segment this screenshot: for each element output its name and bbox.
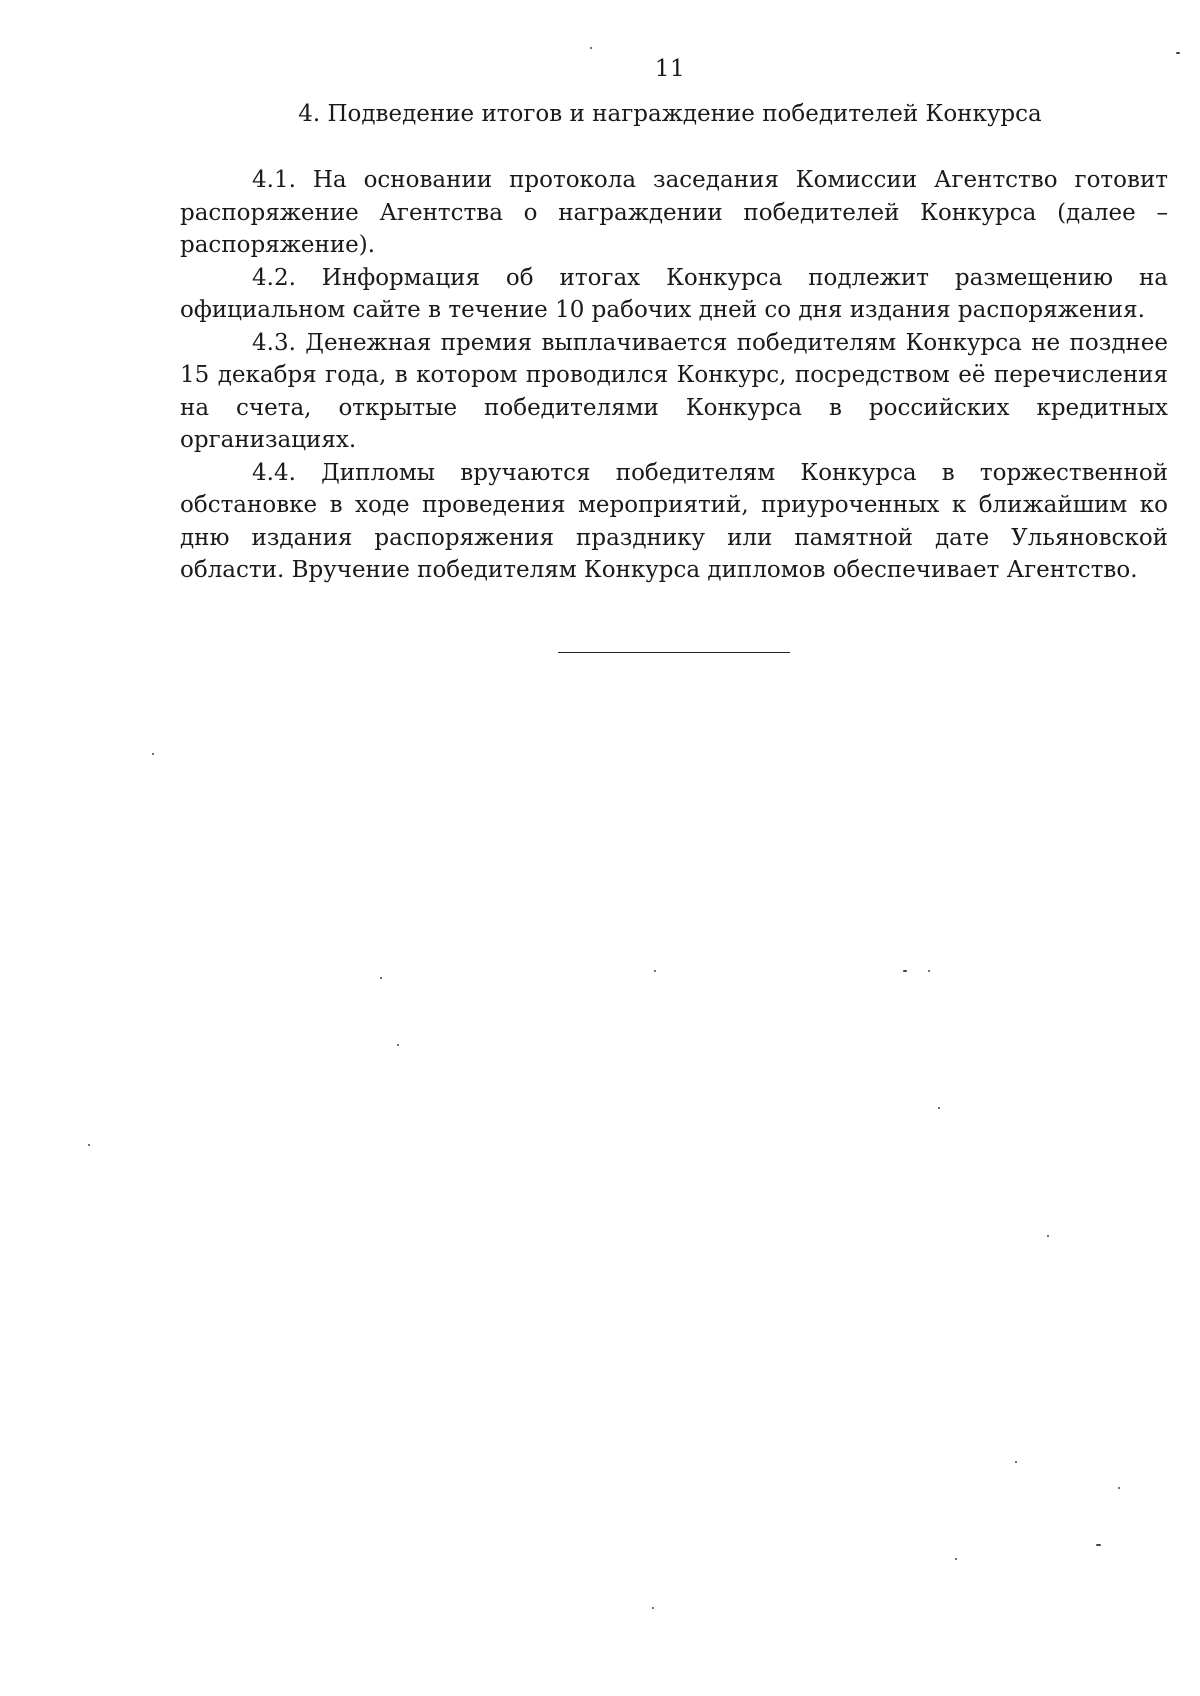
scan-speck bbox=[903, 970, 907, 972]
scan-speck bbox=[938, 1107, 940, 1109]
paragraph-4-3: 4.3. Денежная премия выплачивается победителям Конкурса не позднее 15 декабря года, в котором проводился Конкурс, посредством её перечисления на счета, открытые победителями Конкурса в российских кредитных организациях. bbox=[180, 329, 1168, 453]
end-divider bbox=[558, 652, 790, 653]
scan-speck bbox=[1118, 1487, 1120, 1489]
scan-speck bbox=[88, 1144, 90, 1146]
page-number: 11 bbox=[654, 56, 686, 82]
paragraph-4-1: 4.1. На основании протокола заседания Комиссии Агентство готовит распоряжение Агентства о награждении победителей Конкурса (далее – распоряжение). bbox=[180, 167, 1168, 258]
section-body bbox=[180, 164, 1168, 587]
scan-speck bbox=[590, 47, 592, 49]
scan-speck bbox=[380, 977, 382, 979]
scan-speck bbox=[152, 753, 154, 755]
scan-speck bbox=[397, 1044, 399, 1046]
scan-speck bbox=[955, 1558, 957, 1560]
scan-speck bbox=[1176, 52, 1180, 54]
scan-speck bbox=[1015, 1461, 1017, 1463]
scan-speck bbox=[1047, 1235, 1049, 1237]
scan-speck bbox=[1096, 1544, 1101, 1546]
scan-speck bbox=[652, 1607, 654, 1609]
section-title: 4. Подведение итогов и награждение победителей Конкурса bbox=[298, 101, 1042, 127]
scan-speck bbox=[654, 970, 656, 972]
paragraph-4-4: 4.4. Дипломы вручаются победителям Конкурса в торжественной обстановке в ходе проведения мероприятий, приуроченных к ближайшим ко дню издания распоряжения празднику или памятной дате Ульяновской области. Вручение победителям Конкурса дипломов обеспечивает Агентство. bbox=[180, 459, 1168, 583]
paragraph-4-2: 4.2. Информация об итогах Конкурса подлежит размещению на официальном сайте в течение 10 рабочих дней со дня издания распоряжения. bbox=[180, 264, 1168, 323]
scan-speck bbox=[928, 970, 930, 972]
